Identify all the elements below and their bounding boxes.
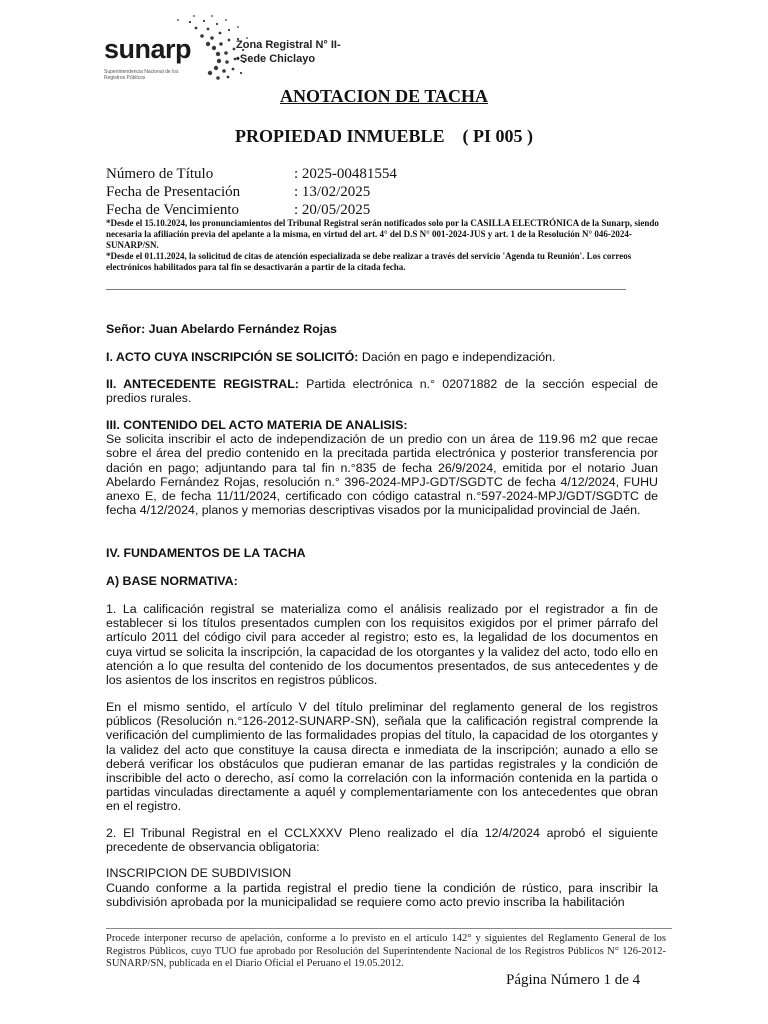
document-title bbox=[0, 86, 768, 107]
section-3-text: Se solicita inscribir el acto de independización de un predio con un área de 119.96 m2 que recae sobre el área del predio contenido en la precitada partida electrónica y posterior transferencia por dación en pago; adjuntando para tal fin n.°835 de fecha 26/9/2024, emitida por el notario Juan Abelardo Fernández Rojas, resolución n.° 396-2024-MPJ-GDT/SGDTC de fecha 4/12/2024, FUHU anexo E, de fecha 11/11/2024, certificado con código catastral n.°597-2024-MPJ/GDT/SGDTC de fecha 4/12/2024, planos y memorias descriptivas visados por la municipalidad provincial de Jaén. bbox=[106, 432, 658, 518]
divider bbox=[106, 289, 626, 290]
meta-value-numero: : 2025-00481554 bbox=[294, 166, 397, 182]
logo-subtitle: Superintendencia Nacional de los Registros Públicos bbox=[104, 69, 179, 81]
document-title-text: ANOTACION DE TACHA bbox=[279, 86, 489, 106]
notice-agenda: *Desde el 01.11.2024, la solicitud de citas de atención especializada se debe realizar a través del servicio 'Agenda tu Reunión'. Los correos electrónicos habilitados para tal fin se desactivarán a partir de la citada fecha. bbox=[106, 251, 632, 272]
meta-value-vencimiento: : 20/05/2025 bbox=[294, 202, 371, 218]
section-3 bbox=[106, 418, 658, 517]
paragraph-4-heading: INSCRIPCION DE SUBDIVISION bbox=[106, 866, 292, 880]
section-1 bbox=[106, 350, 658, 364]
zona-line-2: •Sede Chiclayo bbox=[236, 53, 316, 65]
footer-note: Procede interponer recurso de apelación, conforme a lo previsto en el artículo 142° y siguientes del Reglamento General de los Registros Públicos, cuyo TUO fue aprobado por Resolución del Superintendente Nacional de los Registros Públicos N° 126-2012-SUNARP/SN, publicada en el Diario Oficial el Peruano el 19.05.2012. bbox=[106, 933, 666, 969]
meta-label-numero: Número de Título bbox=[106, 166, 214, 182]
zona-registral bbox=[236, 38, 341, 66]
section-4-heading bbox=[106, 546, 658, 560]
section-4a-heading-text: A) BASE NORMATIVA: bbox=[106, 574, 238, 588]
paragraph-1: 1. La calificación registral se materializa como el análisis realizado por el registrador a fin de establecer si los títulos presentados cumplen con los requisitos exigidos por el primer párrafo del artículo 2011 del código civil para acceder al registro; esto es, la legalidad de los documentos en cuya virtud se solicita la inscripción, la capacidad de los otorgantes y la validez del acto, todo ello en atención a lo que resulta del contenido de los documentos presentados, de sus antecedentes y de los asientos de los inscritos en registros públicos. bbox=[106, 602, 658, 688]
meta-label-vencimiento: Fecha de Vencimiento bbox=[106, 202, 240, 218]
section-1-heading: I. ACTO CUYA INSCRIPCIÓN SE SOLICITÓ: bbox=[106, 350, 359, 364]
meta-value-presentacion: : 13/02/2025 bbox=[294, 184, 371, 200]
logo-wordmark: sunarp bbox=[104, 34, 192, 64]
meta-label-presentacion: Fecha de Presentación bbox=[106, 184, 241, 200]
section-4-heading-text: IV. FUNDAMENTOS DE LA TACHA bbox=[106, 546, 306, 560]
paragraph-4: Cuando conforme a la partida registral el predio tiene la condición de rústico, para inscribir la subdivisión aprobada por la municipalidad se requiere como acto previo inscriba la habilitación bbox=[106, 881, 658, 910]
section-2-text: Partida electrónica n.° 02071882 de la sección especial de predios rurales. bbox=[106, 377, 658, 406]
footer-divider bbox=[106, 928, 672, 929]
paragraph-3: 2. El Tribunal Registral en el CCLXXXV Pleno realizado el día 12/4/2024 aprobó el siguiente precedente de observancia obligatoria: bbox=[106, 826, 658, 855]
notice-casilla: *Desde el 15.10.2024, los pronunciamientos del Tribunal Registral serán notificados solo por la CASILLA ELECTRÓNICA de la Sunarp, siendo necesaria la afiliación previa del apelante a la misma, en virtud del art. 4° del D.S N° 001-2024-JUS y art. 1 de la Resolución N° 046-2024-SUNARP/SN. bbox=[106, 218, 659, 250]
section-2-heading: II. ANTECEDENTE REGISTRAL: bbox=[106, 377, 299, 391]
section-1-text: Dación en pago e independización. bbox=[358, 350, 556, 364]
paragraph-2: En el mismo sentido, el artículo V del título preliminar del reglamento general de los registros públicos (Resolución n.°126-2012-SUNARP-SN), señala que la calificación registral comprende la verificación del cumplimiento de las formalidades propias del título, la capacidad de los otorgantes y la validez del acto que constituye la causa directa e inmediata de la inscripción; aunado a ello se deberá verificar los obstáculos que pudieran emanar de las partidas registrales y la condición de inscribible del acto o derecho, así como la correlación con la información contenida en la partida o partidas vinculadas directamente a aquél y complementariamente con los antecedentes que obran en el registro. bbox=[106, 700, 658, 814]
notice-block bbox=[106, 218, 660, 273]
zona-line-2-text: Sede Chiclayo bbox=[239, 53, 316, 65]
page-number: Página Número 1 de 4 bbox=[506, 972, 641, 988]
section-4a-heading bbox=[106, 574, 658, 588]
section-3-heading: III. CONTENIDO DEL ACTO MATERIA DE ANALISIS: bbox=[106, 418, 408, 432]
document-subtitle: PROPIEDAD INMUEBLE ( PI 005 ) bbox=[234, 126, 533, 146]
addressee-text: Señor: Juan Abelardo Fernández Rojas bbox=[106, 322, 337, 336]
zona-line-1: Zona Registral N° II- bbox=[236, 39, 341, 51]
section-2 bbox=[106, 377, 658, 405]
addressee bbox=[106, 322, 658, 336]
